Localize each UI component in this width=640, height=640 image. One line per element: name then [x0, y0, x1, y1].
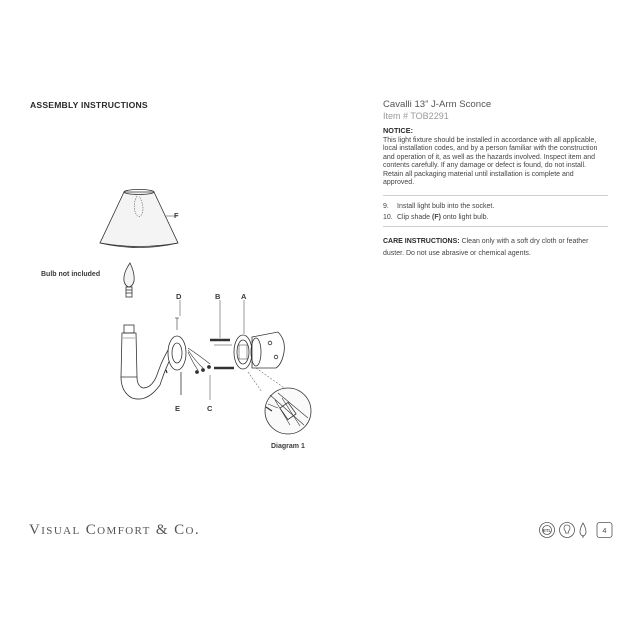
product-name: Cavalli 13” J-Arm Sconce: [383, 99, 492, 110]
sconce-arm-illustration: [121, 318, 211, 399]
step-text: onto light bulb.: [440, 213, 489, 221]
label-part-c: C: [207, 404, 213, 413]
etl-listed-icon: [540, 523, 555, 538]
label-part-b: B: [215, 292, 221, 301]
label-part-d: D: [176, 292, 182, 301]
candelabra-bulb-icon: [580, 523, 586, 537]
step-part-ref: (F): [432, 213, 441, 221]
detail-diagram-illustration: [265, 388, 311, 434]
lightbulb-icon: [560, 523, 575, 538]
step-text: Clip shade: [397, 213, 433, 221]
footer-icons: [538, 520, 618, 542]
svg-text:ETL: ETL: [542, 528, 552, 533]
lamp-shade-illustration: [100, 190, 178, 248]
care-text: Clean only with a soft dry cloth or feather duster. Do not use abrasive or chemical agents.: [383, 238, 589, 257]
item-number: Item # TOB2291: [383, 111, 449, 121]
care-heading: CARE INSTRUCTIONS:: [383, 238, 460, 245]
label-part-a: A: [241, 292, 247, 301]
step-text: Install light bulb into the socket.: [397, 203, 495, 210]
step-number: 9.: [383, 203, 389, 210]
step-number: 10.: [383, 213, 393, 221]
label-part-e: E: [175, 404, 181, 413]
diagram-caption: Diagram 1: [271, 443, 305, 450]
bulb-illustration: [124, 263, 134, 297]
mounting-hardware-illustration: [210, 332, 284, 369]
label-part-f: F: [174, 211, 179, 220]
section-title: ASSEMBLY INSTRUCTIONS: [30, 100, 148, 110]
notice-text: This light fixture should be installed in accordance with all applicable, local installation codes, and by a person familiar with the construction and operation of it, as well as the hazards involved. Inspect item and contents carefully. If any damage or defect is found, do not install. Retain all packaging material until installation is complete and approved.: [383, 137, 598, 187]
bulb-not-included-note: Bulb not included: [41, 271, 101, 278]
page-number: 4: [602, 527, 607, 535]
brand-logo: Visual Comfort & Co.: [29, 522, 201, 538]
notice-heading: NOTICE:: [383, 126, 413, 135]
